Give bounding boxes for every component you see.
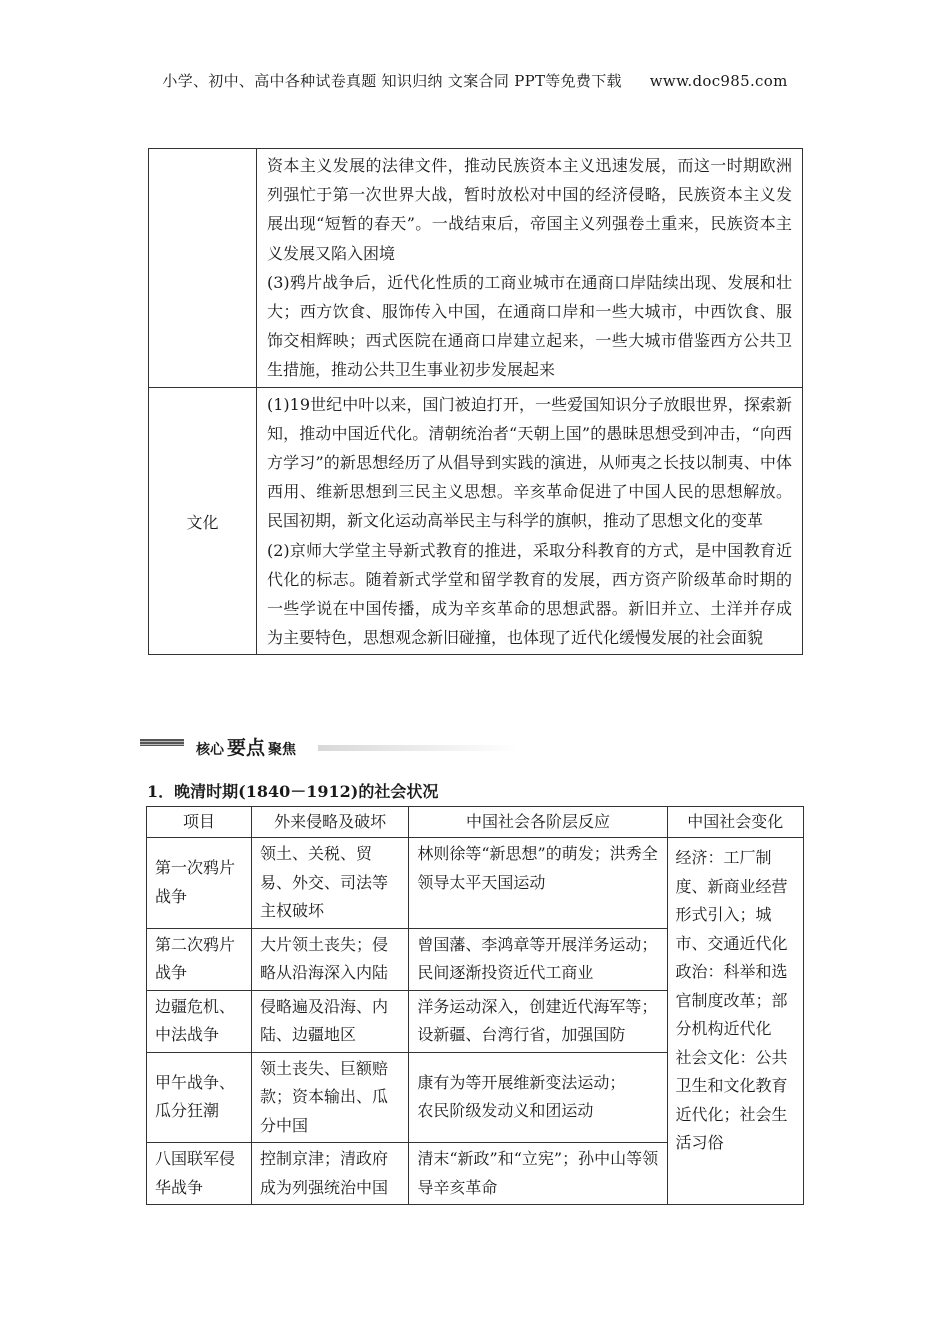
- column-header: 中国社会变化: [667, 807, 803, 838]
- column-header: 中国社会各阶层反应: [409, 807, 667, 838]
- table-row: [149, 149, 803, 388]
- row-content: [257, 387, 803, 655]
- reaction-cell: 林则徐等“新思想”的萌发；洪秀全领导太平天国运动: [409, 838, 667, 929]
- aggression-cell: 领土、关税、贸易、外交、司法等主权破坏: [251, 838, 408, 929]
- section-banner: [140, 733, 520, 759]
- row-label: [149, 149, 257, 388]
- table-row: [147, 838, 804, 929]
- aggression-cell: 领土丧失、巨额赔款；资本输出、瓜分中国: [251, 1052, 408, 1143]
- paragraph: (3)鸦片战争后，近代化性质的工商业城市在通商口岸陆续出现、发展和壮大；西方饮食、服饰传入中国，在通商口岸和一些大城市，中西饮食、服饰交相辉映；西式医院在通商口岸建立起来，一些大城市借鉴西方公共卫生措施，推动公共卫生事业初步发展起来: [267, 272, 792, 380]
- banner-part3: 聚焦: [268, 742, 297, 758]
- item-cell: 第二次鸦片战争: [147, 928, 252, 990]
- item-cell: 八国联军侵华战争: [147, 1143, 252, 1205]
- paragraph: (1)19世纪中叶以来，国门被迫打开，一些爱国知识分子放眼世界，探索新知，推动中国近代化。清朝统治者“天朝上国”的愚昧思想受到冲击，“向西方学习”的新思想经历了从倡导到实践的演进，从师夷之长技以制夷、中体西用、维新思想到三民主义思想。辛亥革命促进了中国人民的思想解放。民国初期，新文化运动高举民主与科学的旗帜，推动了思想文化的变革: [267, 394, 792, 531]
- table-row: [149, 387, 803, 655]
- row-label: 文化: [149, 387, 257, 655]
- section-title: 1．晚清时期(1840－1912)的社会状况: [147, 782, 439, 801]
- changes-cell: [667, 838, 803, 1205]
- item-cell: 甲午战争、瓜分狂潮: [147, 1052, 252, 1143]
- header-tagline: 小学、初中、高中各种试卷真题 知识归纳 文案合同 PPT等免费下载: [162, 72, 622, 90]
- row-content: [257, 149, 803, 388]
- late-qing-table: [146, 806, 804, 1205]
- reaction-cell: 清末“新政”和“立宪”；孙中山等领导辛亥革命: [409, 1143, 667, 1205]
- reaction-text: 洋务运动深入，创建近代海军等； 设新疆、台湾行省，加强国防: [417, 996, 658, 1044]
- item-cell: 边疆危机、中法战争: [147, 990, 252, 1052]
- banner-part1: 核心: [196, 742, 224, 758]
- reaction-cell: 曾国藩、李鸿章等开展洋务运动；民间逐渐投资近代工商业: [409, 928, 667, 990]
- banner-rule: [318, 745, 518, 751]
- banner-decoration: [140, 739, 184, 746]
- header-url[interactable]: www.doc985.com: [649, 72, 788, 90]
- reaction-cell: [409, 1052, 667, 1143]
- table-header-row: [147, 807, 804, 838]
- reaction-text: 康有为等开展维新变法运动； 农民阶级发动义和团运动: [417, 1072, 626, 1121]
- banner-part2: 要点: [227, 737, 266, 759]
- column-header: 外来侵略及破坏: [251, 807, 408, 838]
- item-cell: 第一次鸦片战争: [147, 838, 252, 929]
- page-header: [0, 70, 950, 91]
- aggression-cell: 大片领土丧失；侵略从沿海深入内陆: [251, 928, 408, 990]
- top-summary-table: [148, 148, 803, 655]
- banner-label: [196, 733, 296, 760]
- paragraph: (2)京师大学堂主导新式教育的推进，采取分科教育的方式，是中国教育近代化的标志。随着新式学堂和留学教育的发展，西方资产阶级革命时期的一些学说在中国传播，成为辛亥革命的思想武器。新旧并立、土洋并存成为主要特色，思想观念新旧碰撞，也体现了近代化缓慢发展的社会面貌: [267, 540, 792, 648]
- aggression-cell: 控制京津；清政府成为列强统治中国: [251, 1143, 408, 1205]
- column-header: 项目: [147, 807, 252, 838]
- reaction-cell: [409, 990, 667, 1052]
- changes-text: 经济：工厂制度、新商业经营形式引入；城市、交通近代化 政治：科举和选官制度改革；部分机构近代化 社会文化：公共卫生和文化教育近代化；社会生活习俗: [675, 848, 788, 1152]
- aggression-cell: 侵略遍及沿海、内陆、边疆地区: [251, 990, 408, 1052]
- paragraph: 资本主义发展的法律文件，推动民族资本主义迅速发展，而这一时期欧洲列强忙于第一次世界大战，暂时放松对中国的经济侵略，民族资本主义发展出现“短暂的春天”。一战结束后，帝国主义列强卷土重来，民族资本主义发展又陷入困境: [267, 156, 792, 263]
